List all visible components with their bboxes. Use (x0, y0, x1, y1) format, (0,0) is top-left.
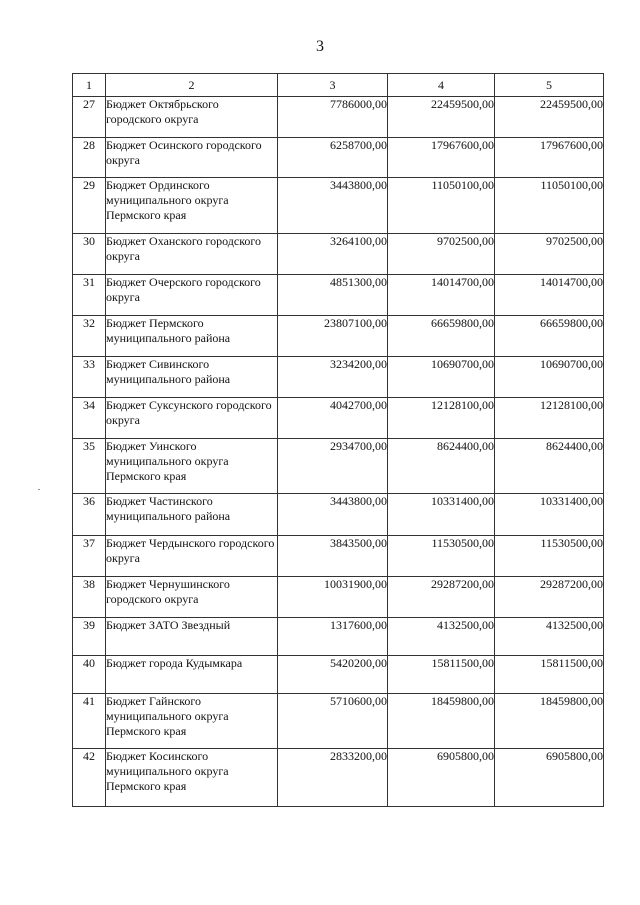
amount-column-3: 3443800,00 (278, 494, 388, 536)
row-number: 38 (73, 577, 106, 618)
row-number: 29 (73, 178, 106, 234)
amount-column-5: 15811500,00 (495, 656, 604, 694)
budget-name: Бюджет Октябрьского городского округа (106, 97, 278, 138)
table-row (73, 138, 604, 178)
amount-column-4: 10690700,00 (388, 357, 495, 398)
amount-column-5: 11050100,00 (495, 178, 604, 234)
amount-column-4: 14014700,00 (388, 275, 495, 316)
table-row (73, 618, 604, 656)
amount-column-5: 6905800,00 (495, 749, 604, 807)
column-header-1: 1 (73, 74, 106, 97)
table-row (73, 656, 604, 694)
amount-column-4: 11530500,00 (388, 536, 495, 577)
budget-name: Бюджет Чернушинского городского округа (106, 577, 278, 618)
budget-name: Бюджет ЗАТО Звездный (106, 618, 278, 656)
budget-name: Бюджет Суксунского городского округа (106, 398, 278, 439)
amount-column-4: 29287200,00 (388, 577, 495, 618)
table-row (73, 749, 604, 807)
column-header-5: 5 (495, 74, 604, 97)
amount-column-4: 9702500,00 (388, 234, 495, 275)
budget-name: Бюджет Ординского муниципального округа Пермского края (106, 178, 278, 234)
page-number: 3 (316, 38, 324, 55)
budget-name: Бюджет Пермского муниципального района (106, 316, 278, 357)
row-number: 40 (73, 656, 106, 694)
table-row (73, 398, 604, 439)
table-row (73, 178, 604, 234)
budget-name: Бюджет Чердынского городского округа (106, 536, 278, 577)
amount-column-3: 3843500,00 (278, 536, 388, 577)
amount-column-3: 23807100,00 (278, 316, 388, 357)
budget-name: Бюджет Сивинского муниципального района (106, 357, 278, 398)
amount-column-4: 17967600,00 (388, 138, 495, 178)
amount-column-3: 5710600,00 (278, 694, 388, 749)
table-row (73, 316, 604, 357)
amount-column-5: 11530500,00 (495, 536, 604, 577)
budget-name: Бюджет Гайнского муниципального округа Пермского края (106, 694, 278, 749)
amount-column-3: 10031900,00 (278, 577, 388, 618)
amount-column-5: 10690700,00 (495, 357, 604, 398)
amount-column-4: 22459500,00 (388, 97, 495, 138)
amount-column-4: 4132500,00 (388, 618, 495, 656)
row-number: 41 (73, 694, 106, 749)
amount-column-5: 12128100,00 (495, 398, 604, 439)
amount-column-4: 18459800,00 (388, 694, 495, 749)
budget-name: Бюджет Оханского городского округа (106, 234, 278, 275)
amount-column-4: 10331400,00 (388, 494, 495, 536)
table-row (73, 536, 604, 577)
amount-column-3: 2934700,00 (278, 439, 388, 494)
budget-name: Бюджет Уинского муниципального округа Пермского края (106, 439, 278, 494)
budget-name: Бюджет Косинского муниципального округа Пермского края (106, 749, 278, 807)
row-number: 37 (73, 536, 106, 577)
table-row (73, 694, 604, 749)
row-number: 35 (73, 439, 106, 494)
budget-allocation-table (72, 73, 604, 807)
amount-column-5: 17967600,00 (495, 138, 604, 178)
amount-column-3: 4851300,00 (278, 275, 388, 316)
amount-column-4: 11050100,00 (388, 178, 495, 234)
amount-column-3: 7786000,00 (278, 97, 388, 138)
amount-column-5: 14014700,00 (495, 275, 604, 316)
row-number: 33 (73, 357, 106, 398)
budget-name: Бюджет Осинского городского округа (106, 138, 278, 178)
budget-name: Бюджет Очерского городского округа (106, 275, 278, 316)
table-row (73, 439, 604, 494)
row-number: 32 (73, 316, 106, 357)
amount-column-5: 9702500,00 (495, 234, 604, 275)
row-number: 42 (73, 749, 106, 807)
table-row (73, 275, 604, 316)
amount-column-5: 22459500,00 (495, 97, 604, 138)
amount-column-5: 18459800,00 (495, 694, 604, 749)
amount-column-5: 4132500,00 (495, 618, 604, 656)
row-number: 30 (73, 234, 106, 275)
column-header-2: 2 (106, 74, 278, 97)
table-header-row (73, 74, 604, 97)
column-header-3: 3 (278, 74, 388, 97)
amount-column-5: 29287200,00 (495, 577, 604, 618)
row-number: 34 (73, 398, 106, 439)
table-row (73, 577, 604, 618)
row-number: 27 (73, 97, 106, 138)
row-number: 39 (73, 618, 106, 656)
amount-column-5: 10331400,00 (495, 494, 604, 536)
row-number: 28 (73, 138, 106, 178)
amount-column-4: 15811500,00 (388, 656, 495, 694)
table-row (73, 234, 604, 275)
amount-column-3: 6258700,00 (278, 138, 388, 178)
table-body (73, 97, 604, 807)
budget-name: Бюджет города Кудымкара (106, 656, 278, 694)
table-row (73, 357, 604, 398)
row-number: 31 (73, 275, 106, 316)
amount-column-4: 8624400,00 (388, 439, 495, 494)
amount-column-3: 3264100,00 (278, 234, 388, 275)
scan-speck (38, 489, 40, 490)
amount-column-3: 5420200,00 (278, 656, 388, 694)
column-header-4: 4 (388, 74, 495, 97)
table-row (73, 97, 604, 138)
amount-column-4: 66659800,00 (388, 316, 495, 357)
amount-column-3: 2833200,00 (278, 749, 388, 807)
amount-column-3: 1317600,00 (278, 618, 388, 656)
row-number: 36 (73, 494, 106, 536)
amount-column-3: 3443800,00 (278, 178, 388, 234)
amount-column-3: 4042700,00 (278, 398, 388, 439)
table-row (73, 494, 604, 536)
amount-column-4: 12128100,00 (388, 398, 495, 439)
amount-column-5: 66659800,00 (495, 316, 604, 357)
budget-name: Бюджет Частинского муниципального района (106, 494, 278, 536)
amount-column-5: 8624400,00 (495, 439, 604, 494)
amount-column-4: 6905800,00 (388, 749, 495, 807)
amount-column-3: 3234200,00 (278, 357, 388, 398)
